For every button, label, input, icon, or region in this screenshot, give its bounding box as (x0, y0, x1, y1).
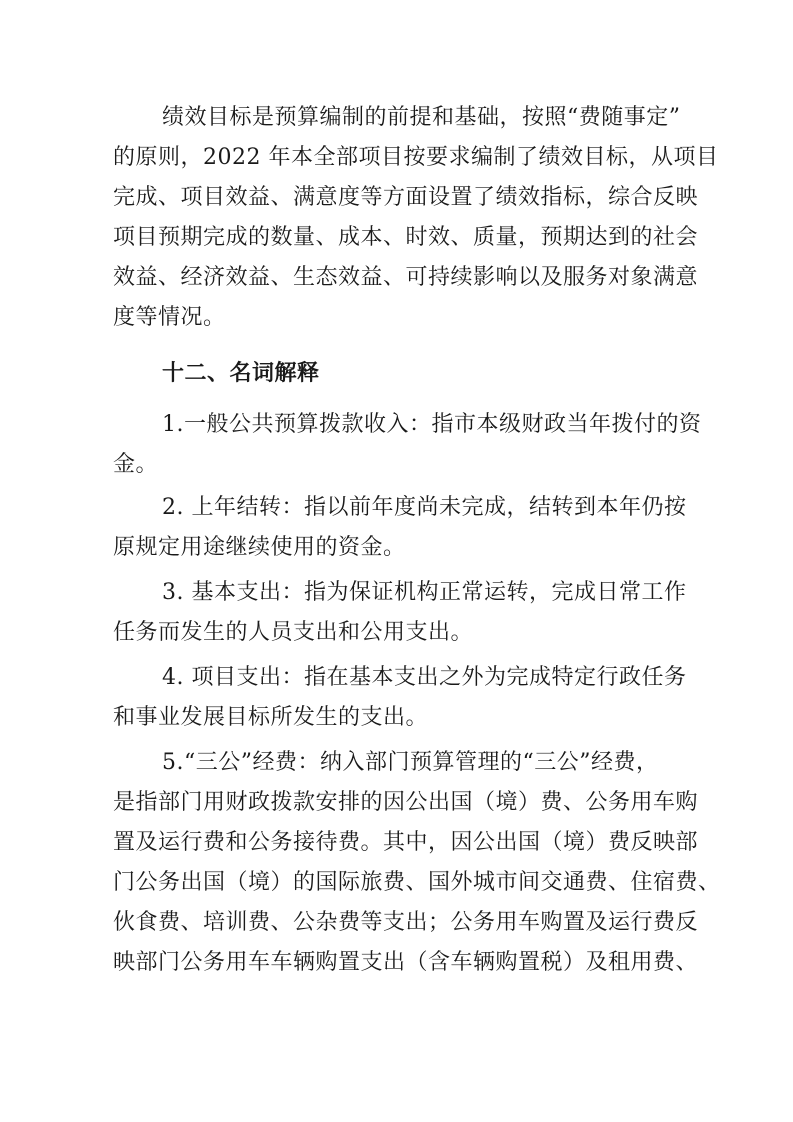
section-heading: 十二、名词解释 (162, 361, 320, 386)
paragraph-line: 绩效目标是预算编制的前提和基础，按照“费随事定” (162, 105, 681, 130)
definition-line: 门公务出国（境）的国际旅费、国外城市间交通费、住宿费、 (113, 870, 721, 895)
definition-line: 1.一般公共预算拨款收入：指市本级财政当年拨付的资 (162, 412, 702, 437)
definition-line: 3. 基本支出：指为保证机构正常运转，完成日常工作 (162, 580, 687, 605)
definition-line: 任务而发生的人员支出和公用支出。 (113, 620, 474, 645)
definition-line: 2. 上年结转：指以前年度尚未完成，结转到本年仍按 (162, 495, 687, 520)
definition-line: 是指部门用财政拨款安排的因公出国（境）费、公务用车购 (113, 790, 699, 815)
definition-line: 5.“三公”经费：纳入部门预算管理的“三公”经费， (162, 750, 659, 775)
paragraph-line: 完成、项目效益、满意度等方面设置了绩效指标，综合反映 (113, 185, 699, 210)
paragraph-line: 项目预期完成的数量、成本、时效、质量，预期达到的社会 (113, 225, 699, 250)
definition-line: 和事业发展目标所发生的支出。 (113, 705, 429, 730)
paragraph-line: 效益、经济效益、生态效益、可持续影响以及服务对象满意 (113, 265, 699, 290)
definition-line: 映部门公务用车车辆购置支出（含车辆购置税）及租用费、 (113, 950, 699, 975)
definition-line: 4. 项目支出：指在基本支出之外为完成特定行政任务 (162, 665, 687, 690)
definition-line: 原规定用途继续使用的资金。 (113, 535, 406, 560)
paragraph-line: 的原则，2022 年本全部项目按要求编制了绩效目标，从项目 (113, 145, 719, 170)
definition-line: 置及运行费和公务接待费。其中，因公出国（境）费反映部 (113, 830, 699, 855)
definition-line: 伙食费、培训费、公杂费等支出；公务用车购置及运行费反 (113, 910, 699, 935)
definition-line: 金。 (113, 452, 159, 477)
paragraph-line: 度等情况。 (113, 305, 226, 330)
